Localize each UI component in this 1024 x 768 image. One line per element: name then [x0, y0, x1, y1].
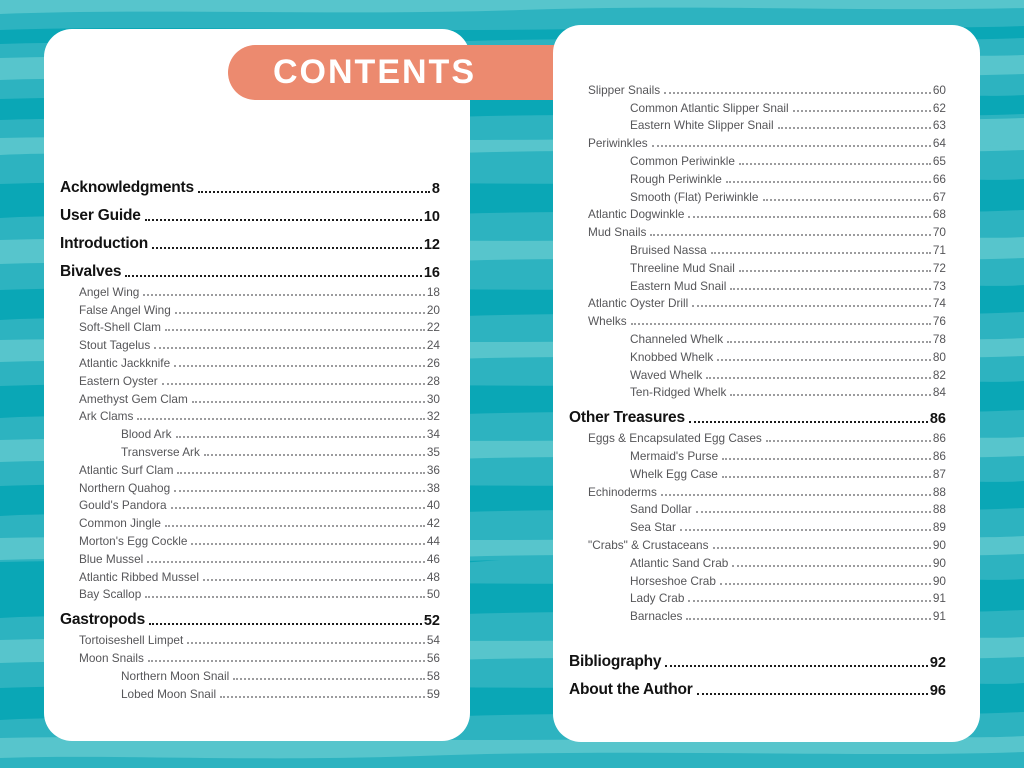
- toc-label: Ten-Ridged Whelk: [630, 385, 727, 400]
- toc-entry: [569, 328, 946, 346]
- toc-label: Common Atlantic Slipper Snail: [630, 100, 789, 115]
- toc-label: Transverse Ark: [121, 444, 200, 459]
- toc-entry: [569, 570, 946, 588]
- dotted-leader: [650, 234, 931, 236]
- dotted-leader: [137, 418, 424, 420]
- toc-entry: [60, 352, 440, 370]
- toc-label: Echinoderms: [588, 484, 657, 499]
- toc-label: Mermaid's Purse: [630, 448, 719, 463]
- toc-entry: [569, 427, 946, 445]
- toc-entry: [569, 445, 946, 463]
- dotted-leader: [688, 216, 930, 218]
- dotted-leader: [722, 476, 931, 478]
- page-number: 65: [932, 153, 946, 168]
- toc-label: Eastern Mud Snail: [630, 278, 727, 293]
- page-number: 12: [423, 237, 440, 253]
- page-number: 54: [426, 633, 440, 648]
- dotted-leader: [174, 365, 425, 367]
- dotted-leader: [171, 507, 425, 509]
- toc-entry: [60, 169, 440, 197]
- toc-label: Morton's Egg Cockle: [79, 533, 188, 548]
- dotted-leader: [192, 401, 425, 403]
- dotted-leader: [143, 294, 425, 296]
- toc-entry: [569, 346, 946, 364]
- page-number: 90: [932, 537, 946, 552]
- toc-label: False Angel Wing: [79, 302, 171, 317]
- page-number: 8: [431, 181, 440, 197]
- toc-label: Mud Snails: [588, 225, 647, 240]
- page-title: CONTENTS: [273, 53, 476, 91]
- page-number: 68: [932, 207, 946, 222]
- page-number: 82: [932, 367, 946, 382]
- page-number: 58: [426, 668, 440, 683]
- toc-label: Horseshoe Crab: [630, 573, 716, 588]
- page-number: 84: [932, 385, 946, 400]
- toc-entry: [60, 530, 440, 548]
- toc-label: Atlantic Ribbed Mussel: [79, 569, 199, 584]
- toc-label: Eastern White Slipper Snail: [630, 118, 774, 133]
- toc-entry: [569, 221, 946, 239]
- page-number: 91: [932, 591, 946, 606]
- toc-label: "Crabs" & Crustaceans: [588, 537, 709, 552]
- toc-label: Stout Tagelus: [79, 338, 151, 353]
- page-number: 22: [426, 320, 440, 335]
- toc-label: Rough Periwinkle: [630, 171, 722, 186]
- dotted-leader: [149, 623, 422, 625]
- toc-label: Lady Crab: [630, 591, 685, 606]
- toc-entry: [60, 281, 440, 299]
- page-number: 78: [932, 331, 946, 346]
- right-toc: [569, 79, 946, 699]
- toc-label: User Guide: [60, 207, 141, 224]
- dotted-leader: [763, 199, 931, 201]
- page-number: 74: [932, 296, 946, 311]
- toc-label: Atlantic Dogwinkle: [588, 207, 685, 222]
- page-number: 18: [426, 284, 440, 299]
- toc-entry: [569, 534, 946, 552]
- dotted-leader: [661, 494, 931, 496]
- page-number: 24: [426, 338, 440, 353]
- toc-label: Eggs & Encapsulated Egg Cases: [588, 431, 762, 446]
- toc-entry: [60, 477, 440, 495]
- dotted-leader: [697, 693, 928, 695]
- toc-entry: [569, 643, 946, 671]
- page-number: 66: [932, 171, 946, 186]
- page-number: 63: [932, 118, 946, 133]
- toc-entry: [60, 299, 440, 317]
- dotted-leader: [147, 561, 425, 563]
- page-number: 76: [932, 314, 946, 329]
- toc-entry: [60, 647, 440, 665]
- toc-label: Blood Ark: [121, 427, 172, 442]
- toc-entry: [60, 665, 440, 683]
- left-page: [44, 29, 476, 741]
- page-number: 42: [426, 516, 440, 531]
- toc-label: Smooth (Flat) Periwinkle: [630, 189, 759, 204]
- toc-label: Other Treasures: [569, 409, 685, 427]
- toc-entry: [569, 605, 946, 623]
- dotted-leader: [696, 511, 931, 513]
- left-toc: [60, 169, 440, 701]
- toc-entry: [60, 197, 440, 225]
- toc-label: Whelk Egg Case: [630, 466, 718, 481]
- dotted-leader: [680, 529, 931, 531]
- contents-banner: [228, 45, 555, 100]
- toc-entry: [569, 516, 946, 534]
- toc-label: Gould's Pandora: [79, 498, 167, 513]
- dotted-leader: [720, 583, 931, 585]
- page-number: 80: [932, 349, 946, 364]
- page-number: 36: [426, 462, 440, 477]
- page-number: 92: [929, 655, 946, 672]
- dotted-leader: [730, 394, 930, 396]
- toc-label: Threeline Mud Snail: [630, 260, 735, 275]
- page-number: 86: [932, 431, 946, 446]
- toc-label: Northern Moon Snail: [121, 668, 230, 683]
- page-number: 71: [932, 242, 946, 257]
- dotted-leader: [664, 92, 931, 94]
- page-number: 30: [426, 391, 440, 406]
- page-number: 40: [426, 498, 440, 513]
- page-number: 72: [932, 260, 946, 275]
- dotted-leader: [162, 383, 425, 385]
- page-number: 52: [423, 613, 440, 630]
- toc-entry: [569, 310, 946, 328]
- dotted-leader: [145, 219, 422, 221]
- toc-entry: [60, 629, 440, 647]
- toc-label: Slipper Snails: [588, 82, 661, 97]
- dotted-leader: [727, 341, 931, 343]
- toc-label: Bibliography: [569, 653, 662, 671]
- dotted-leader: [766, 440, 931, 442]
- toc-entry: [569, 364, 946, 382]
- toc-label: Amethyst Gem Clam: [79, 391, 188, 406]
- toc-entry: [60, 548, 440, 566]
- page-number: 26: [426, 355, 440, 370]
- dotted-leader: [689, 421, 928, 423]
- page-number: 86: [929, 411, 946, 428]
- toc-entry: [569, 671, 946, 699]
- toc-entry: [60, 495, 440, 513]
- dotted-leader: [177, 472, 424, 474]
- dotted-leader: [148, 660, 425, 662]
- toc-entry: [569, 150, 946, 168]
- page-number: 35: [426, 444, 440, 459]
- page-number: 67: [932, 189, 946, 204]
- toc-label: Barnacles: [630, 609, 683, 624]
- toc-entry: [60, 441, 440, 459]
- dotted-leader: [145, 596, 425, 598]
- page-number: 56: [426, 650, 440, 665]
- dotted-leader: [739, 163, 931, 165]
- page-number: 34: [426, 427, 440, 442]
- dotted-leader: [717, 359, 931, 361]
- page-number: 90: [932, 555, 946, 570]
- right-page: [553, 25, 980, 742]
- toc-label: Atlantic Jackknife: [79, 355, 171, 370]
- toc-label: Waved Whelk: [630, 367, 703, 382]
- dotted-leader: [191, 543, 424, 545]
- toc-label: Atlantic Surf Clam: [79, 462, 174, 477]
- toc-entry: [569, 293, 946, 311]
- dotted-leader: [730, 288, 930, 290]
- toc-label: Atlantic Sand Crab: [630, 555, 729, 570]
- toc-entry: [569, 79, 946, 97]
- toc-label: Bruised Nassa: [630, 242, 707, 257]
- toc-entry: [60, 253, 440, 281]
- page-number: 32: [426, 409, 440, 424]
- toc-entry: [569, 97, 946, 115]
- dotted-leader: [631, 323, 931, 325]
- dotted-leader: [154, 347, 425, 349]
- page-number: 48: [426, 569, 440, 584]
- dotted-leader: [175, 312, 425, 314]
- toc-entry: [569, 552, 946, 570]
- toc-entry: [60, 388, 440, 406]
- toc-entry: [60, 370, 440, 388]
- toc-label: Moon Snails: [79, 650, 144, 665]
- dotted-leader: [152, 247, 422, 249]
- page-number: 88: [932, 502, 946, 517]
- dotted-leader: [726, 181, 931, 183]
- toc-entry: [569, 382, 946, 400]
- page-number: 60: [932, 82, 946, 97]
- toc-label: About the Author: [569, 681, 693, 699]
- page-number: 38: [426, 480, 440, 495]
- toc-entry: [569, 204, 946, 222]
- page-number: 10: [423, 209, 440, 225]
- toc-label: Channeled Whelk: [630, 331, 724, 346]
- toc-label: Northern Quahog: [79, 480, 171, 495]
- toc-entry: [60, 601, 440, 629]
- page-number: 70: [932, 225, 946, 240]
- toc-label: Atlantic Oyster Drill: [588, 296, 689, 311]
- dotted-leader: [713, 547, 931, 549]
- page-number: 62: [932, 100, 946, 115]
- toc-entry: [569, 186, 946, 204]
- toc-label: Ark Clams: [79, 409, 134, 424]
- page-number: 86: [932, 448, 946, 463]
- dotted-leader: [125, 275, 422, 277]
- page-number: 59: [426, 686, 440, 701]
- page-number: 16: [423, 265, 440, 281]
- dotted-leader: [165, 329, 425, 331]
- toc-label: Sand Dollar: [630, 502, 692, 517]
- toc-label: Common Jingle: [79, 516, 161, 531]
- dotted-leader: [176, 436, 425, 438]
- page-number: 46: [426, 551, 440, 566]
- toc-entry: [60, 459, 440, 477]
- dotted-leader: [174, 490, 425, 492]
- page-number: 88: [932, 484, 946, 499]
- toc-label: Blue Mussel: [79, 551, 144, 566]
- toc-entry: [60, 406, 440, 424]
- toc-entry: [569, 463, 946, 481]
- dotted-leader: [692, 305, 931, 307]
- toc-label: Tortoiseshell Limpet: [79, 633, 184, 648]
- toc-label: Acknowledgments: [60, 179, 194, 196]
- dotted-leader: [711, 252, 931, 254]
- toc-entry: [60, 225, 440, 253]
- dotted-leader: [203, 579, 425, 581]
- dotted-leader: [220, 696, 425, 698]
- page-number: 90: [932, 573, 946, 588]
- toc-label: Bivalves: [60, 263, 122, 280]
- page-number: 64: [932, 136, 946, 151]
- dotted-leader: [187, 642, 425, 644]
- toc-entry: [60, 423, 440, 441]
- toc-label: Sea Star: [630, 520, 676, 535]
- page-number: 91: [932, 609, 946, 624]
- toc-label: Soft-Shell Clam: [79, 320, 161, 335]
- toc-label: Eastern Oyster: [79, 373, 158, 388]
- dotted-leader: [652, 145, 931, 147]
- page-number: 50: [426, 587, 440, 602]
- toc-entry: [569, 257, 946, 275]
- toc-entry: [60, 683, 440, 701]
- toc-label: Periwinkles: [588, 136, 648, 151]
- dotted-leader: [732, 565, 931, 567]
- page-number: 89: [932, 520, 946, 535]
- dotted-leader: [233, 678, 425, 680]
- toc-entry: [569, 239, 946, 257]
- dotted-leader: [204, 454, 425, 456]
- dotted-leader: [706, 377, 931, 379]
- dotted-leader: [165, 525, 425, 527]
- toc-label: Common Periwinkle: [630, 153, 735, 168]
- toc-entry: [60, 317, 440, 335]
- dotted-leader: [722, 458, 931, 460]
- dotted-leader: [793, 110, 931, 112]
- toc-label: Introduction: [60, 235, 148, 252]
- toc-entry: [60, 334, 440, 352]
- toc-label: Bay Scallop: [79, 587, 142, 602]
- page-number: 96: [929, 683, 946, 700]
- page-number: 44: [426, 533, 440, 548]
- toc-entry: [60, 566, 440, 584]
- dotted-leader: [739, 270, 931, 272]
- toc-entry: [60, 584, 440, 602]
- toc-entry: [569, 132, 946, 150]
- toc-entry: [569, 399, 946, 427]
- toc-label: Knobbed Whelk: [630, 349, 714, 364]
- page-number: 87: [932, 466, 946, 481]
- dotted-leader: [665, 665, 928, 667]
- toc-entry: [569, 115, 946, 133]
- dotted-leader: [686, 618, 930, 620]
- toc-entry: [569, 499, 946, 517]
- dotted-leader: [198, 191, 430, 193]
- page-number: 28: [426, 373, 440, 388]
- toc-label: Whelks: [588, 314, 627, 329]
- toc-label: Gastropods: [60, 611, 145, 629]
- toc-label: Lobed Moon Snail: [121, 686, 217, 701]
- toc-entry: [569, 275, 946, 293]
- toc-label: Angel Wing: [79, 284, 140, 299]
- page-number: 73: [932, 278, 946, 293]
- toc-entry: [569, 168, 946, 186]
- dotted-leader: [688, 600, 930, 602]
- toc-entry: [569, 481, 946, 499]
- dotted-leader: [778, 127, 931, 129]
- toc-entry: [60, 512, 440, 530]
- page-number: 20: [426, 302, 440, 317]
- toc-entry: [569, 588, 946, 606]
